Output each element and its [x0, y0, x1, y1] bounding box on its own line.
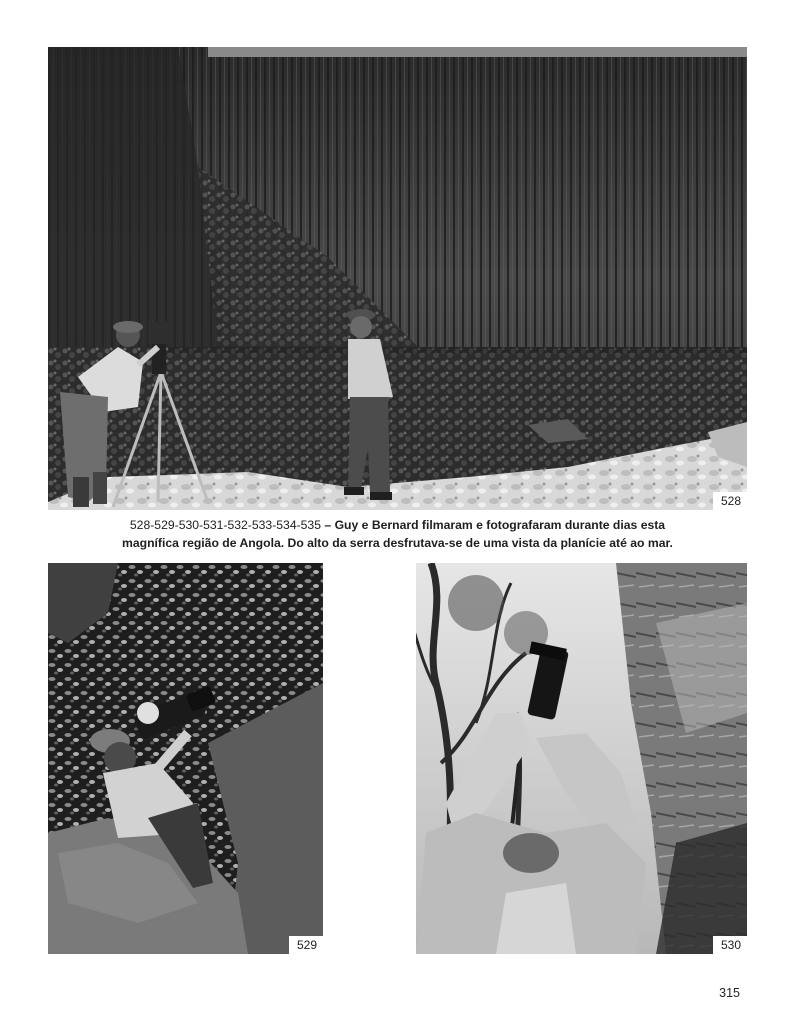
photo-number-529: 529	[289, 936, 323, 954]
photo-530-aiming-camera	[416, 563, 747, 954]
caption-line-2: magnífica região de Angola. Do alto da serra desfrutava-se de uma vista da planície até ao mar.	[122, 536, 673, 550]
filming-photo-image	[48, 563, 323, 954]
photo-528-canyon	[48, 47, 747, 510]
canyon-photo-image	[48, 47, 747, 510]
photo-caption	[60, 516, 735, 552]
page-number: 315	[719, 986, 740, 1000]
aiming-photo-image	[416, 563, 747, 954]
photo-number-528: 528	[713, 492, 747, 510]
photo-number-530: 530	[713, 936, 747, 954]
caption-photo-numbers: 528-529-530-531-532-533-534-535	[129, 518, 321, 532]
caption-line-1: Guy e Bernard filmaram e fotografaram durante dias esta	[334, 518, 666, 532]
caption-separator: –	[321, 518, 335, 532]
photo-529-filming	[48, 563, 323, 954]
